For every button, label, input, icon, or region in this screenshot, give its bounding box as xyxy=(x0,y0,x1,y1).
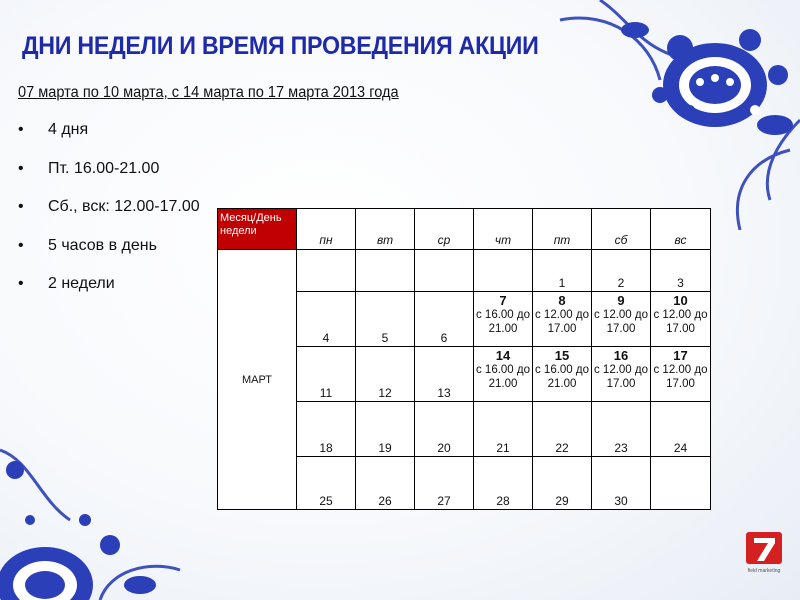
bullet-item: • 2 недели xyxy=(18,274,200,313)
day-number: 4 xyxy=(322,331,330,345)
weekday-header-5: сб xyxy=(592,209,651,250)
page-title: ДНИ НЕДЕЛИ И ВРЕМЯ ПРОВЕДЕНИЯ АКЦИИ xyxy=(22,32,539,60)
time-range-to: 21.00 xyxy=(488,323,518,335)
calendar-day-cell xyxy=(592,250,651,292)
day-number: 20 xyxy=(437,441,451,455)
time-range-to: 21.00 xyxy=(488,378,518,390)
calendar-day-cell xyxy=(651,457,711,510)
time-range-from: с 12.00 до xyxy=(534,309,590,321)
calendar-day-cell xyxy=(415,347,474,402)
calendar-day-cell xyxy=(297,402,356,457)
time-range-from: с 12.00 до xyxy=(653,364,708,376)
calendar-day-cell xyxy=(592,402,651,457)
weekday-header-3: чт xyxy=(474,209,533,250)
time-range-from: с 12.00 до xyxy=(593,364,649,376)
day-number: 29 xyxy=(555,494,569,508)
time-range-from: с 16.00 до xyxy=(475,309,531,321)
time-range-from: с 12.00 до xyxy=(593,309,649,321)
weekday-header-0: пн xyxy=(297,209,356,250)
day-number: 19 xyxy=(378,441,392,455)
calendar-day-cell xyxy=(415,250,474,292)
logo-caption: field marketing xyxy=(747,568,781,574)
day-number: 17 xyxy=(673,348,688,363)
floral-ornament-bottom-left xyxy=(0,370,200,600)
day-number: 27 xyxy=(437,494,451,508)
calendar-day-cell xyxy=(651,250,711,292)
day-number: 2 xyxy=(617,276,625,290)
day-number: 11 xyxy=(319,386,333,400)
calendar-header-row xyxy=(218,209,711,250)
day-number: 16 xyxy=(613,348,629,363)
day-number: 7 xyxy=(499,293,507,308)
weekday-header-4: пт xyxy=(533,209,592,250)
calendar-day-cell xyxy=(651,402,711,457)
day-number: 14 xyxy=(495,348,511,363)
calendar-day-cell xyxy=(533,250,592,292)
day-number: 28 xyxy=(496,494,510,508)
calendar-day-cell xyxy=(592,347,651,402)
calendar-day-cell xyxy=(533,402,592,457)
day-number: 12 xyxy=(378,386,392,400)
day-number: 15 xyxy=(554,348,570,363)
promo-details-list xyxy=(18,120,200,313)
calendar-week-row xyxy=(218,250,711,292)
calendar-day-cell xyxy=(533,457,592,510)
bullet-item: • Сб., вск: 12.00-17.00 xyxy=(18,197,200,236)
month-label-cell: МАРТ xyxy=(218,250,297,510)
bullet-item: • 4 дня xyxy=(18,120,200,159)
time-range-to: 17.00 xyxy=(606,323,636,335)
calendar-day-cell xyxy=(297,250,356,292)
calendar-day-cell xyxy=(474,402,533,457)
calendar-day-cell xyxy=(356,402,415,457)
calendar-day-cell xyxy=(297,292,356,347)
calendar-day-cell xyxy=(474,292,533,347)
calendar-day-cell xyxy=(592,292,651,347)
time-range-from: с 12.00 до xyxy=(653,309,708,321)
day-number: 8 xyxy=(558,293,566,308)
calendar-day-cell xyxy=(651,347,711,402)
calendar-day-cell xyxy=(356,292,415,347)
day-number: 9 xyxy=(617,293,625,308)
day-number: 6 xyxy=(440,331,448,345)
calendar-day-cell xyxy=(356,457,415,510)
calendar-day-cell xyxy=(651,292,711,347)
day-number: 25 xyxy=(319,494,333,508)
calendar-day-cell xyxy=(474,457,533,510)
day-number: 23 xyxy=(614,441,628,455)
calendar-day-cell xyxy=(533,347,592,402)
calendar-day-cell xyxy=(415,292,474,347)
day-number: 18 xyxy=(319,441,333,455)
floral-ornament-top-right xyxy=(540,0,800,230)
time-range-to: 17.00 xyxy=(666,323,695,335)
seven-field-marketing-logo xyxy=(746,532,782,576)
time-range-from: с 16.00 до xyxy=(475,364,531,376)
weekday-header-1: вт xyxy=(356,209,415,250)
time-range-to: 17.00 xyxy=(606,378,636,390)
calendar-day-cell xyxy=(297,347,356,402)
time-range-to: 17.00 xyxy=(666,378,695,390)
bullet-item: • Пт. 16.00-21.00 xyxy=(18,159,200,198)
calendar-day-cell xyxy=(356,250,415,292)
day-number: 10 xyxy=(673,293,688,308)
calendar-day-cell xyxy=(297,457,356,510)
day-number: 30 xyxy=(614,494,628,508)
day-number: 1 xyxy=(558,276,566,290)
day-number: 13 xyxy=(437,386,451,400)
weekday-header-2: ср xyxy=(415,209,474,250)
calendar-day-cell xyxy=(356,347,415,402)
calendar-day-cell xyxy=(533,292,592,347)
calendar-day-cell xyxy=(415,402,474,457)
calendar-day-cell xyxy=(474,250,533,292)
day-number: 3 xyxy=(677,276,684,290)
calendar-corner-cell: Месяц/День недели xyxy=(218,209,297,250)
day-number: 22 xyxy=(555,441,569,455)
calendar-day-cell xyxy=(592,457,651,510)
time-range-to: 21.00 xyxy=(547,378,577,390)
day-number: 21 xyxy=(496,441,510,455)
day-number: 24 xyxy=(673,441,688,455)
schedule-calendar-table xyxy=(217,208,711,510)
day-number: 26 xyxy=(378,494,392,508)
promo-dates-subtitle: 07 марта по 10 марта, с 14 марта по 17 марта 2013 года xyxy=(18,84,399,101)
day-number: 5 xyxy=(381,331,389,345)
bullet-item: • 5 часов в день xyxy=(18,236,200,275)
calendar-day-cell xyxy=(474,347,533,402)
weekday-header-6: вс xyxy=(651,209,711,250)
time-range-from: с 16.00 до xyxy=(534,364,590,376)
calendar-day-cell xyxy=(415,457,474,510)
time-range-to: 17.00 xyxy=(547,323,577,335)
